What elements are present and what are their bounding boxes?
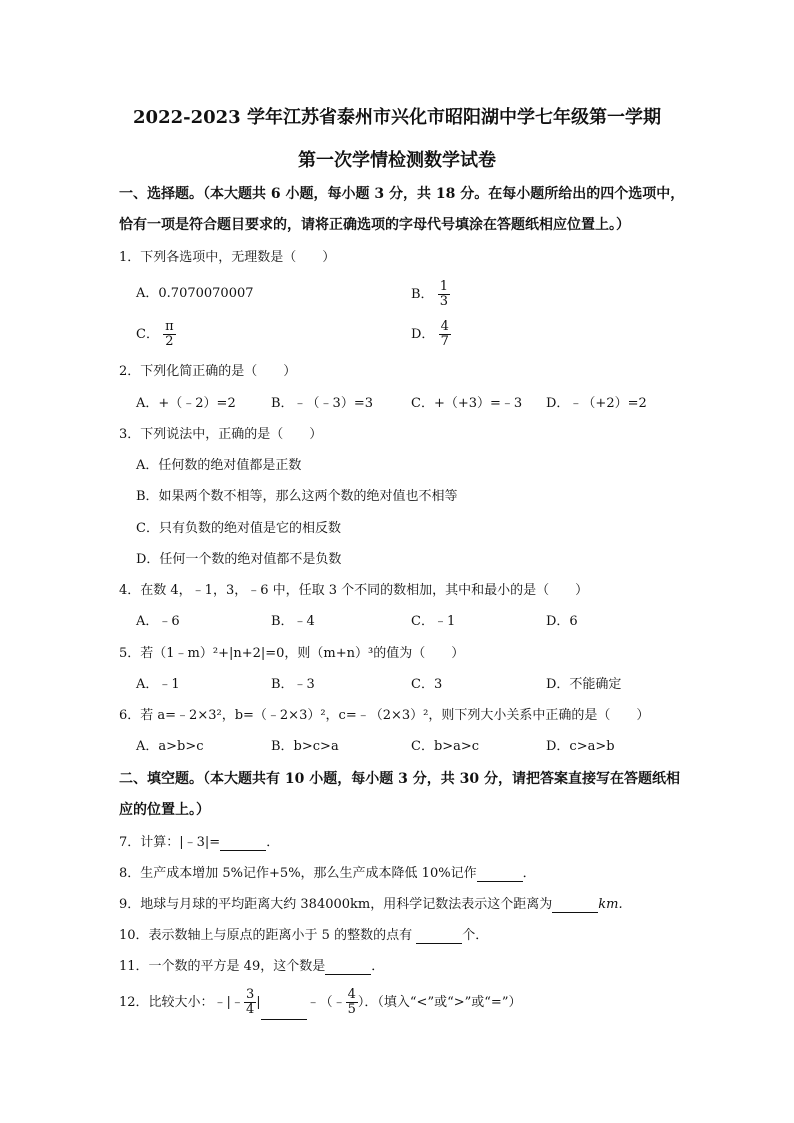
q9-answer-blank[interactable]	[552, 896, 598, 913]
fraction-denominator: 3	[439, 294, 448, 309]
q3-option-a: A．任何数的绝对值都是正数	[136, 458, 302, 473]
q6-option-c: C．b>a>c	[411, 739, 480, 754]
section2-heading-line2: 应的位置上。）	[119, 802, 210, 818]
q6-option-d: D．c>a>b	[546, 739, 615, 754]
q1-option-b-fraction	[438, 280, 450, 309]
q10-text: 10．表示数轴上与原点的距离小于 5 的整数的点有	[119, 928, 417, 943]
q9-unit: km.	[598, 897, 623, 912]
q4-option-d: D．6	[546, 614, 578, 629]
q12	[119, 986, 521, 1020]
q4-stem: 4．在数 4，﹣1，3，﹣6 中，任取 3 个不同的数相加，其中和最小的是（ ）	[119, 583, 589, 598]
q3-option-c: C．只有负数的绝对值是它的相反数	[136, 521, 341, 536]
q11-text: 11．一个数的平方是 49，这个数是	[119, 959, 326, 974]
q1-option-c-fraction	[163, 320, 176, 349]
q10-end: 个．	[462, 928, 489, 943]
q5-option-c: C．3	[411, 677, 443, 692]
q7-text: 7．计算：|﹣3|=	[119, 835, 221, 850]
q12-answer-blank[interactable]	[261, 1003, 307, 1020]
q1-option-b	[411, 280, 450, 309]
q5-option-a: A．﹣1	[136, 677, 180, 692]
q2-option-a: A．+（﹣2）=2	[136, 396, 236, 411]
q6-option-a: A．a>b>c	[136, 739, 204, 754]
section1-heading-line1: 一、选择题。（本大题共 6 小题，每小题 3 分，共 18 分。在每小题所给出的四个选项中，	[119, 186, 685, 202]
q11-answer-blank[interactable]	[325, 958, 371, 975]
q1-option-d	[411, 320, 451, 349]
q9	[119, 896, 623, 913]
q9-text: 9．地球与月球的平均距离大约 384000km，用科学记数法表示这个距离为	[119, 897, 553, 912]
fraction-denominator: 4	[245, 1002, 255, 1017]
q7	[119, 834, 279, 851]
q12-text-2: ﹣（﹣	[306, 995, 346, 1010]
q1-option-d-label: D．	[411, 327, 435, 342]
q1-option-d-fraction	[439, 320, 451, 349]
fraction-denominator: 7	[440, 334, 449, 349]
fraction-numerator: 1	[439, 279, 448, 294]
exam-title-line1: 2022-2023 学年江苏省泰州市兴化市昭阳湖中学七年级第一学期	[133, 107, 661, 128]
q10	[119, 927, 488, 944]
exam-title-line2: 第一次学情检测数学试卷	[298, 150, 496, 171]
q1-stem: 1．下列各选项中，无理数是（ ）	[119, 250, 336, 265]
q12-fraction-1	[244, 988, 256, 1017]
q12-text-3: ）．（填入“<”或“>”或“=”）	[357, 995, 522, 1010]
q11-end: ．	[371, 959, 385, 974]
q5-option-d: D．不能确定	[546, 677, 622, 692]
fraction-numerator: 4	[347, 987, 356, 1002]
q8-text: 8．生产成本增加 5%记作+5%，那么生产成本降低 10%记作	[119, 866, 477, 881]
q12-text: 12．比较大小：﹣|﹣	[119, 995, 244, 1010]
fraction-numerator: 4	[440, 319, 449, 334]
q7-answer-blank[interactable]	[220, 834, 266, 851]
q11	[119, 958, 384, 975]
q8	[119, 865, 536, 882]
q5-option-b: B．﹣3	[271, 677, 315, 692]
q1-option-a: A．0.7070070007	[136, 286, 254, 301]
q5-stem: 5．若（1﹣m）²+|n+2|=0，则（m+n）³的值为（ ）	[119, 646, 465, 661]
q4-option-a: A．﹣6	[136, 614, 180, 629]
section1-heading-line2: 恰有一项是符合题目要求的，请将正确选项的字母代号填涂在答题纸相应位置上。）	[119, 217, 630, 233]
q3-option-b: B．如果两个数不相等，那么这两个数的绝对值也不相等	[136, 489, 458, 504]
q1-option-c-label: C．	[136, 327, 159, 342]
q2-option-b: B．﹣（﹣3）=3	[271, 396, 373, 411]
q12-abs-bar: |	[256, 995, 261, 1010]
section2-heading-line1: 二、填空题。（本大题共有 10 小题，每小题 3 分，共 30 分，请把答案直接写在答题纸相	[119, 771, 680, 787]
q6-stem: 6．若 a=﹣2×3²，b=（﹣2×3）²，c=﹣（2×3）²，则下列大小关系中正确的是（ ）	[119, 708, 650, 723]
q2-option-c: C．+（+3）=﹣3	[411, 396, 523, 411]
fraction-denominator: 2	[165, 334, 174, 349]
q6-option-b: B．b>c>a	[271, 739, 339, 754]
q1-option-b-label: B．	[411, 287, 434, 302]
fraction-numerator: 3	[245, 987, 255, 1002]
q2-stem: 2．下列化简正确的是（ ）	[119, 364, 297, 379]
q10-answer-blank[interactable]	[416, 927, 462, 944]
q4-option-c: C．﹣1	[411, 614, 456, 629]
fraction-denominator: 5	[347, 1002, 356, 1017]
q3-stem: 3．下列说法中，正确的是（ ）	[119, 427, 323, 442]
q3-option-d: D．任何一个数的绝对值都不是负数	[136, 552, 342, 567]
q1-option-c	[136, 320, 176, 349]
q8-end: ．	[522, 866, 536, 881]
fraction-numerator: π	[165, 319, 174, 334]
q8-answer-blank[interactable]	[477, 865, 523, 882]
q7-end: ．	[266, 835, 280, 850]
q2-option-d: D．﹣（+2）=2	[546, 396, 647, 411]
q4-option-b: B．﹣4	[271, 614, 315, 629]
q12-fraction-2	[346, 988, 358, 1017]
